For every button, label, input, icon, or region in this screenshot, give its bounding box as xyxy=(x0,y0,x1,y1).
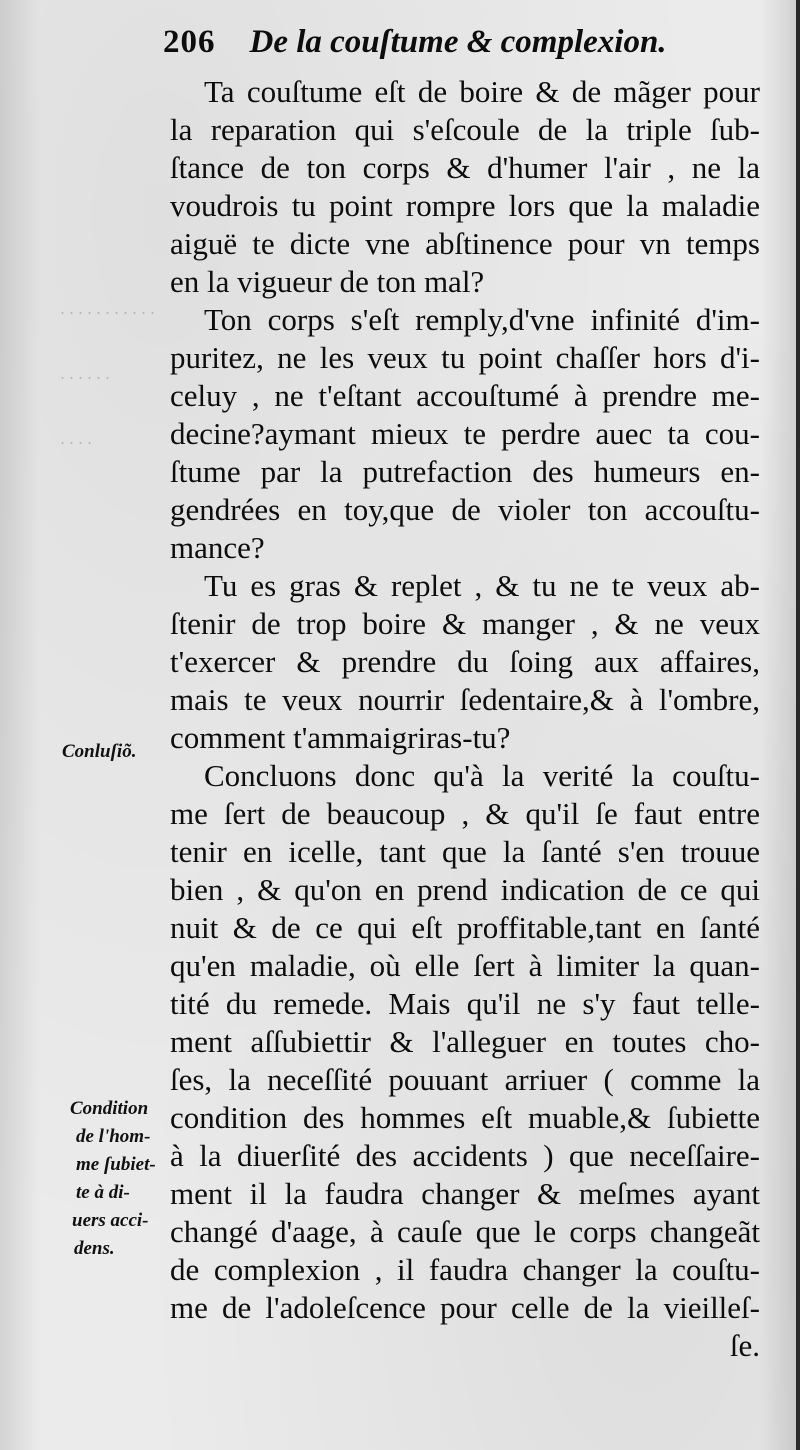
text-line: de complexion , il faudra changer la couſtu- xyxy=(170,1252,760,1287)
text-line: me de l'adoleſcence pour celle de la vieilleſ- xyxy=(170,1290,760,1325)
bleed-through-text: · · · · · · xyxy=(60,368,110,388)
text-line: me ſert de beaucoup , & qu'il ſe faut entre xyxy=(170,796,760,831)
marginal-note-conclusion: Conluſiõ. xyxy=(62,741,137,762)
text-line: ment il la faudra changer & meſmes ayant xyxy=(170,1176,760,1211)
text-line: bien , & qu'on en prend indication de ce qui xyxy=(170,872,760,907)
text-line: nuit & de ce qui eſt proffitable,tant en ſanté xyxy=(170,910,760,945)
text-line: tenir en icelle, tant que la ſanté s'en trouue xyxy=(170,834,760,869)
text-line: ſtume par la putrefaction des humeurs en- xyxy=(170,454,760,489)
page-number: 206 xyxy=(163,24,216,60)
text-line: aiguë te dicte vne abſtinence pour vn temps xyxy=(170,226,760,261)
marginal-note-condition-line: de l'hom- xyxy=(76,1126,151,1147)
text-line: Tu es gras & replet , & tu ne te veux ab- xyxy=(204,568,760,603)
text-line: tité du remede. Mais qu'il ne s'y faut telle- xyxy=(170,986,760,1021)
text-line: Ta couſtume eſt de boire & de mãger pour xyxy=(204,74,760,109)
running-header xyxy=(163,18,763,66)
text-line: mais te veux nourrir ſedentaire,& à l'ombre, xyxy=(170,682,760,717)
text-line: gendrées en toy,que de violer ton accouſtu- xyxy=(170,492,760,527)
text-line: changé d'aage, à cauſe que le corps changeãt xyxy=(170,1214,760,1249)
text-line: ment aſſubiettir & l'alleguer en toutes cho- xyxy=(170,1024,760,1059)
marginal-note-condition-line: dens. xyxy=(74,1238,115,1259)
text-line: qu'en maladie, où elle ſert à limiter la quan- xyxy=(170,948,760,983)
marginal-note-condition-line: te à di- xyxy=(76,1182,130,1203)
text-line: ſtance de ton corps & d'humer l'air , ne la xyxy=(170,150,760,185)
text-line: voudrois tu point rompre lors que la maladie xyxy=(170,188,760,223)
bleed-through-text: · · · · · · · · · · · xyxy=(60,303,155,323)
marginal-note-condition-line: me ſubiet- xyxy=(76,1154,156,1175)
bleed-through-text: · · · · xyxy=(60,433,92,453)
text-line: t'exercer & prendre du ſoing aux affaires, xyxy=(170,644,760,679)
text-line: la reparation qui s'eſcoule de la triple ſub- xyxy=(170,112,760,147)
text-line: comment t'ammaigriras-tu? xyxy=(170,720,511,755)
text-line: celuy , ne t'eſtant accouſtumé à prendre me- xyxy=(170,378,760,413)
text-line: ſes, la neceſſité pouuant arriuer ( comme la xyxy=(170,1062,760,1097)
text-line: puritez, ne les veux tu point chaſſer hors d'i- xyxy=(170,340,760,375)
text-line: condition des hommes eſt muable,& ſubiette xyxy=(170,1100,760,1135)
text-line: en la vigueur de ton mal? xyxy=(170,264,485,299)
page-edge xyxy=(796,0,800,1450)
text-line: ſe. xyxy=(729,1328,760,1363)
text-line: decine?aymant mieux te perdre auec ta cou- xyxy=(170,416,760,451)
text-line: mance? xyxy=(170,530,265,565)
marginal-note-condition-line: uers acci- xyxy=(72,1210,149,1231)
text-line: Ton corps s'eſt remply,d'vne infinité d'im- xyxy=(204,302,760,337)
text-line: Concluons donc qu'à la verité la couſtu- xyxy=(204,758,760,793)
marginal-note-condition-line: Condition xyxy=(70,1098,149,1119)
text-line: à la diuerſité des accidents ) que neceſſaire- xyxy=(170,1138,760,1173)
running-title: De la couſtume & complexion. xyxy=(249,24,667,60)
text-line: ſtenir de trop boire & manger , & ne veux xyxy=(170,606,760,641)
